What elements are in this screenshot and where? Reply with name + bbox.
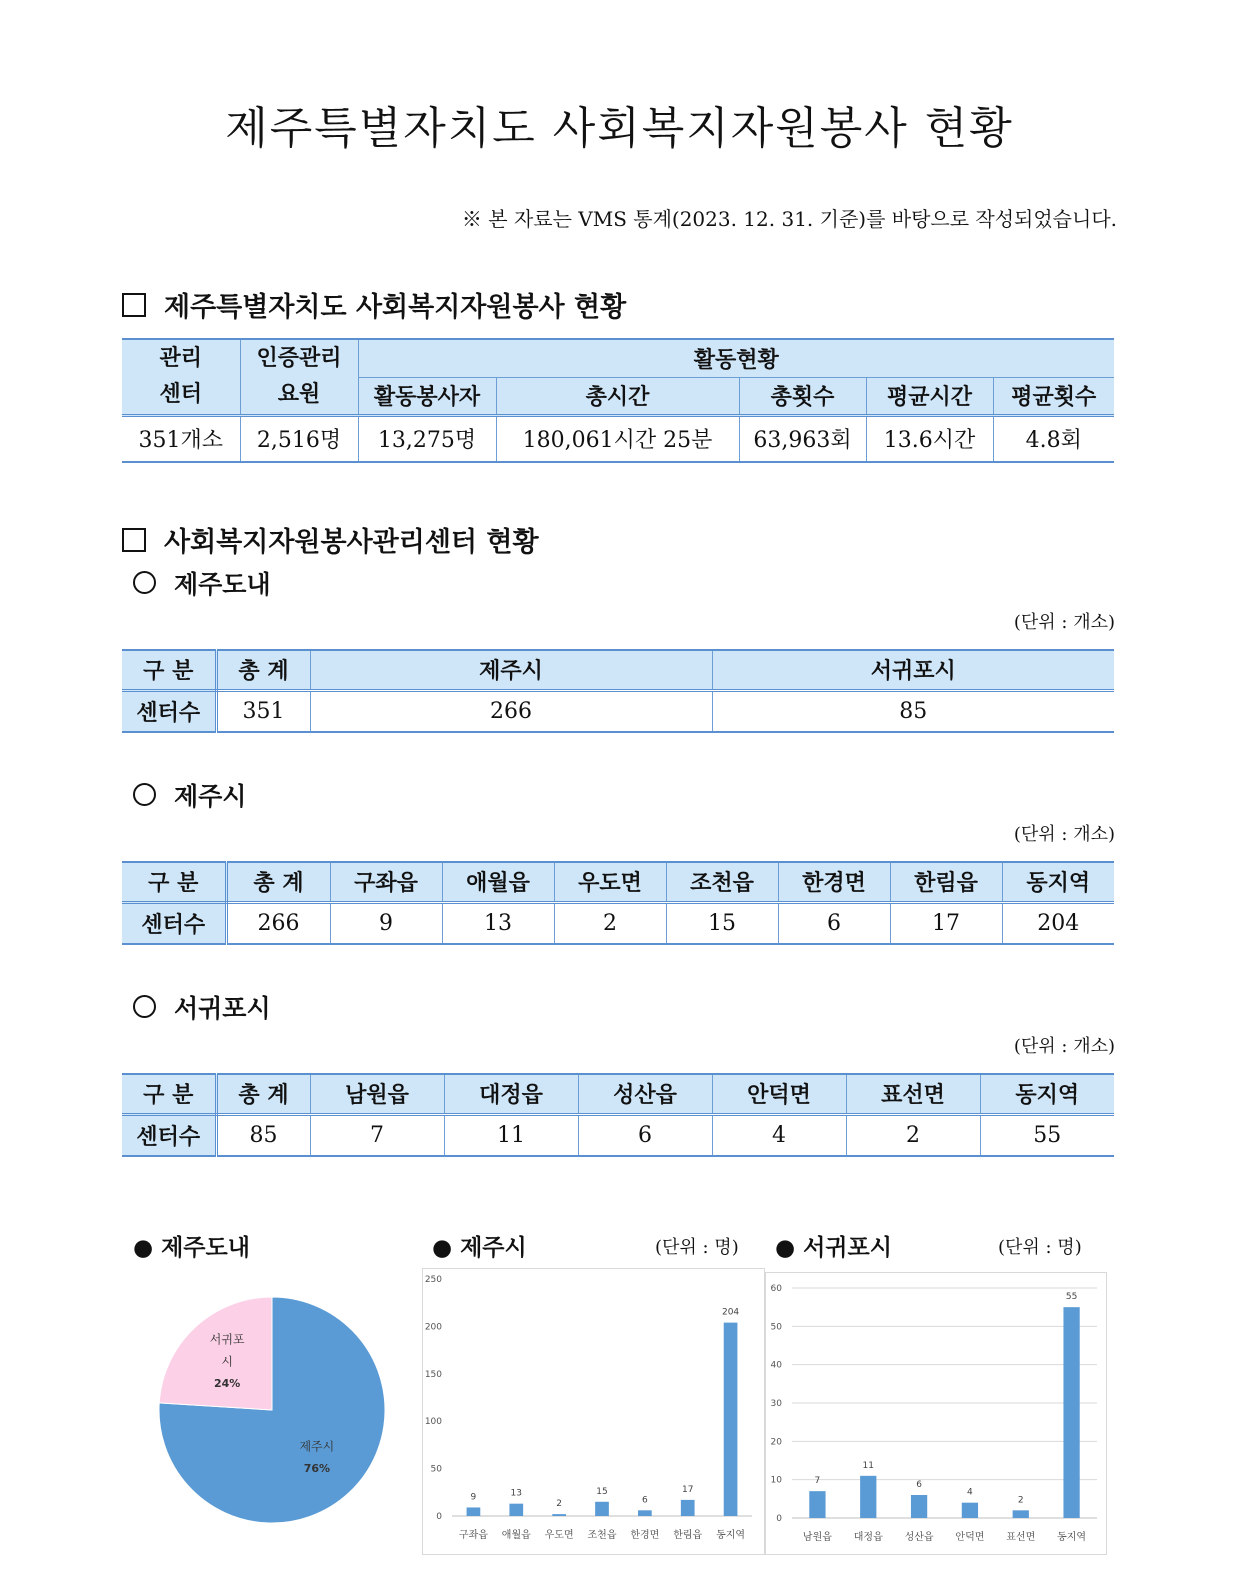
header-staff-l1: 인증관리: [256, 346, 342, 371]
cell-daejeong: 11: [444, 1114, 578, 1156]
bar-value-label: 11: [862, 1460, 874, 1471]
y-tick-label: 30: [770, 1399, 782, 1409]
page-title: 제주특별자치도 사회복지자원봉사 현황: [225, 103, 1014, 154]
bar-1: [860, 1476, 876, 1518]
cell-avg-hours: 13.6시간: [866, 416, 993, 462]
cell-udo: 2: [554, 902, 666, 944]
seogwipo-bar-chart: [765, 1272, 1107, 1555]
header-dong: 동지역: [980, 1074, 1114, 1114]
y-tick-label: 50: [430, 1464, 442, 1475]
y-tick-label: 40: [770, 1360, 782, 1371]
province-heading-text: 제주도내: [174, 570, 271, 599]
header-aewol: 애월읍: [442, 862, 554, 902]
seogwipo-unit: (단위 : 개소): [1013, 1036, 1115, 1057]
x-tick-label: 동지역: [716, 1530, 746, 1541]
city-bar-chart: [422, 1268, 765, 1555]
circle-bullet-icon: [133, 783, 156, 806]
bar-4: [1013, 1510, 1029, 1518]
row-label: 센터수: [122, 902, 226, 944]
city-unit: (단위 : 개소): [1013, 824, 1115, 845]
header-total: 총 계: [216, 650, 310, 690]
header-andeok: 안덕면: [712, 1074, 846, 1114]
city-heading: [133, 777, 246, 813]
cell-total: 351: [216, 690, 310, 732]
header-avg-hours: 평균시간: [866, 377, 993, 415]
city-chart-heading: ● 제주시: [432, 1235, 527, 1261]
cell-total: 266: [226, 902, 330, 944]
header-center: [122, 339, 240, 416]
header-staff: [240, 339, 358, 416]
seogwipo-chart-heading-text: 서귀포시: [803, 1235, 892, 1261]
header-activity: 활동현황: [358, 339, 1114, 377]
cell-jocheon: 15: [666, 902, 778, 944]
header-pyoseon: 표선면: [846, 1074, 980, 1114]
header-total-hours: 총시간: [496, 377, 739, 415]
header-total-count: 총횟수: [739, 377, 866, 415]
bar-5: [681, 1500, 695, 1516]
cell-total-hours: 180,061시간 25분: [496, 416, 739, 462]
city-chart-unit: (단위 : 명): [655, 1237, 739, 1258]
header-volunteers: 활동봉사자: [358, 377, 496, 415]
x-tick-label: 애월읍: [501, 1530, 531, 1541]
square-bullet-icon: [122, 528, 146, 552]
pie-heading-text: 제주도내: [161, 1235, 250, 1261]
cell-staff: 2,516명: [240, 416, 358, 462]
city-chart-heading-text: 제주시: [460, 1235, 527, 1261]
cell-namwon: 7: [310, 1114, 444, 1156]
pie-label-1-0: 서귀포: [209, 1332, 245, 1347]
source-note: ※ 본 자료는 VMS 통계(2023. 12. 31. 기준)를 바탕으로 작성되었습니다.: [461, 207, 1117, 231]
x-tick-label: 한경면: [630, 1530, 660, 1541]
header-dong: 동지역: [1002, 862, 1114, 902]
header-staff-l2: 요원: [277, 382, 321, 407]
y-tick-label: 100: [424, 1417, 442, 1428]
pie-label-1-1: 시: [221, 1354, 233, 1369]
bar-value-label: 6: [641, 1495, 648, 1506]
province-table: [122, 649, 1114, 733]
bar-5: [1063, 1307, 1079, 1518]
cell-hallim: 17: [890, 902, 1002, 944]
header-gujwa: 구좌읍: [330, 862, 442, 902]
bar-3: [595, 1502, 609, 1516]
bar-value-label: 13: [510, 1488, 523, 1499]
bar-value-label: 55: [1065, 1292, 1078, 1303]
x-tick-label: 동지역: [1057, 1532, 1087, 1543]
x-tick-label: 우도면: [544, 1530, 574, 1541]
x-tick-label: 성산읍: [904, 1532, 934, 1543]
table-row: [122, 416, 1114, 462]
y-tick-label: 50: [770, 1322, 782, 1333]
header-seongsan: 성산읍: [578, 1074, 712, 1114]
summary-table: [122, 338, 1114, 463]
header-category: 구 분: [122, 862, 226, 902]
bar-value-label: 7: [814, 1476, 821, 1487]
province-heading: [133, 565, 271, 601]
pie-heading: ● 제주도내: [133, 1235, 250, 1261]
header-seogwipo: 서귀포시: [712, 650, 1114, 690]
seogwipo-chart-heading: ● 서귀포시: [775, 1235, 892, 1261]
header-category: 구 분: [122, 650, 216, 690]
bar-value-label: 6: [916, 1480, 922, 1490]
header-avg-count: 평균횟수: [993, 377, 1114, 415]
seogwipo-chart-unit: (단위 : 명): [998, 1237, 1082, 1258]
square-bullet-icon: [122, 293, 146, 317]
province-unit: (단위 : 개소): [1013, 612, 1115, 633]
section1-heading: [122, 285, 626, 324]
y-tick-label: 60: [770, 1284, 782, 1294]
bar-value-label: 2: [1017, 1495, 1024, 1506]
pie-label-0-1: 76%: [303, 1461, 331, 1475]
bar-value-label: 4: [967, 1487, 973, 1498]
cell-dong: 55: [980, 1114, 1114, 1156]
cell-seogwipo: 85: [712, 690, 1114, 732]
row-label: 센터수: [122, 1114, 216, 1156]
bar-value-label: 17: [681, 1484, 694, 1495]
bar-value-label: 204: [721, 1307, 740, 1318]
header-hangyeong: 한경면: [778, 862, 890, 902]
pie-label-0-0: 제주시: [299, 1439, 335, 1454]
row-label: 센터수: [122, 690, 216, 732]
city-table: [122, 861, 1114, 945]
header-center-l2: 센터: [159, 382, 202, 407]
x-tick-label: 한림읍: [673, 1530, 703, 1541]
cell-jeju-city: 266: [310, 690, 712, 732]
cell-dong: 204: [1002, 902, 1114, 944]
header-total: 총 계: [226, 862, 330, 902]
bar-1: [509, 1504, 523, 1516]
bar-4: [638, 1510, 652, 1516]
header-udo: 우도면: [554, 862, 666, 902]
table-row: [122, 690, 1114, 732]
bar-3: [962, 1503, 978, 1518]
y-tick-label: 0: [776, 1514, 782, 1524]
pie-slice-1: [159, 1297, 272, 1410]
cell-pyoseon: 2: [846, 1114, 980, 1156]
cell-gujwa: 9: [330, 902, 442, 944]
y-tick-label: 20: [770, 1437, 782, 1448]
seogwipo-heading: [133, 989, 271, 1025]
seogwipo-table: [122, 1073, 1114, 1157]
pie-label-1-2: 24%: [213, 1377, 241, 1391]
bar-0: [809, 1491, 825, 1518]
bar-value-label: 15: [596, 1486, 608, 1497]
x-tick-label: 구좌읍: [458, 1530, 488, 1541]
bar-2: [911, 1495, 927, 1518]
cell-aewol: 13: [442, 902, 554, 944]
header-total: 총 계: [216, 1074, 310, 1114]
header-jeju-city: 제주시: [310, 650, 712, 690]
seogwipo-heading-text: 서귀포시: [174, 994, 271, 1023]
city-heading-text: 제주시: [174, 782, 247, 811]
section2-heading: [122, 520, 539, 559]
cell-avg-count: 4.8회: [993, 416, 1114, 462]
cell-centers: 351개소: [122, 416, 240, 462]
bar-value-label: 2: [556, 1499, 563, 1510]
header-namwon: 남원읍: [310, 1074, 444, 1114]
x-tick-label: 조천읍: [587, 1530, 617, 1541]
x-tick-label: 안덕면: [955, 1532, 985, 1543]
bar-2: [552, 1514, 566, 1516]
bar-value-label: 9: [470, 1492, 477, 1503]
y-tick-label: 200: [424, 1322, 442, 1333]
header-jocheon: 조천읍: [666, 862, 778, 902]
header-category: 구 분: [122, 1074, 216, 1114]
cell-seongsan: 6: [578, 1114, 712, 1156]
header-center-l1: 관리: [159, 346, 202, 371]
cell-total-count: 63,963회: [739, 416, 866, 462]
x-tick-label: 남원읍: [802, 1532, 832, 1543]
pie-chart: [140, 1275, 410, 1545]
section1-heading-text: 제주특별자치도 사회복지자원봉사 현황: [164, 292, 627, 323]
cell-hangyeong: 6: [778, 902, 890, 944]
y-tick-label: 10: [770, 1475, 782, 1486]
cell-volunteers: 13,275명: [358, 416, 496, 462]
y-tick-label: 150: [424, 1369, 442, 1380]
header-daejeong: 대정읍: [444, 1074, 578, 1114]
y-tick-label: 250: [424, 1275, 442, 1285]
x-tick-label: 대정읍: [853, 1532, 883, 1543]
bar-6: [724, 1323, 738, 1516]
circle-bullet-icon: [133, 995, 156, 1018]
section2-heading-text: 사회복지자원봉사관리센터 현황: [164, 527, 539, 558]
cell-andeok: 4: [712, 1114, 846, 1156]
table-row: [122, 1114, 1114, 1156]
cell-total: 85: [216, 1114, 310, 1156]
header-hallim: 한림읍: [890, 862, 1002, 902]
bar-0: [467, 1507, 481, 1516]
y-tick-label: 0: [436, 1512, 442, 1522]
x-tick-label: 표선면: [1006, 1532, 1036, 1543]
circle-bullet-icon: [133, 571, 156, 594]
table-row: [122, 902, 1114, 944]
